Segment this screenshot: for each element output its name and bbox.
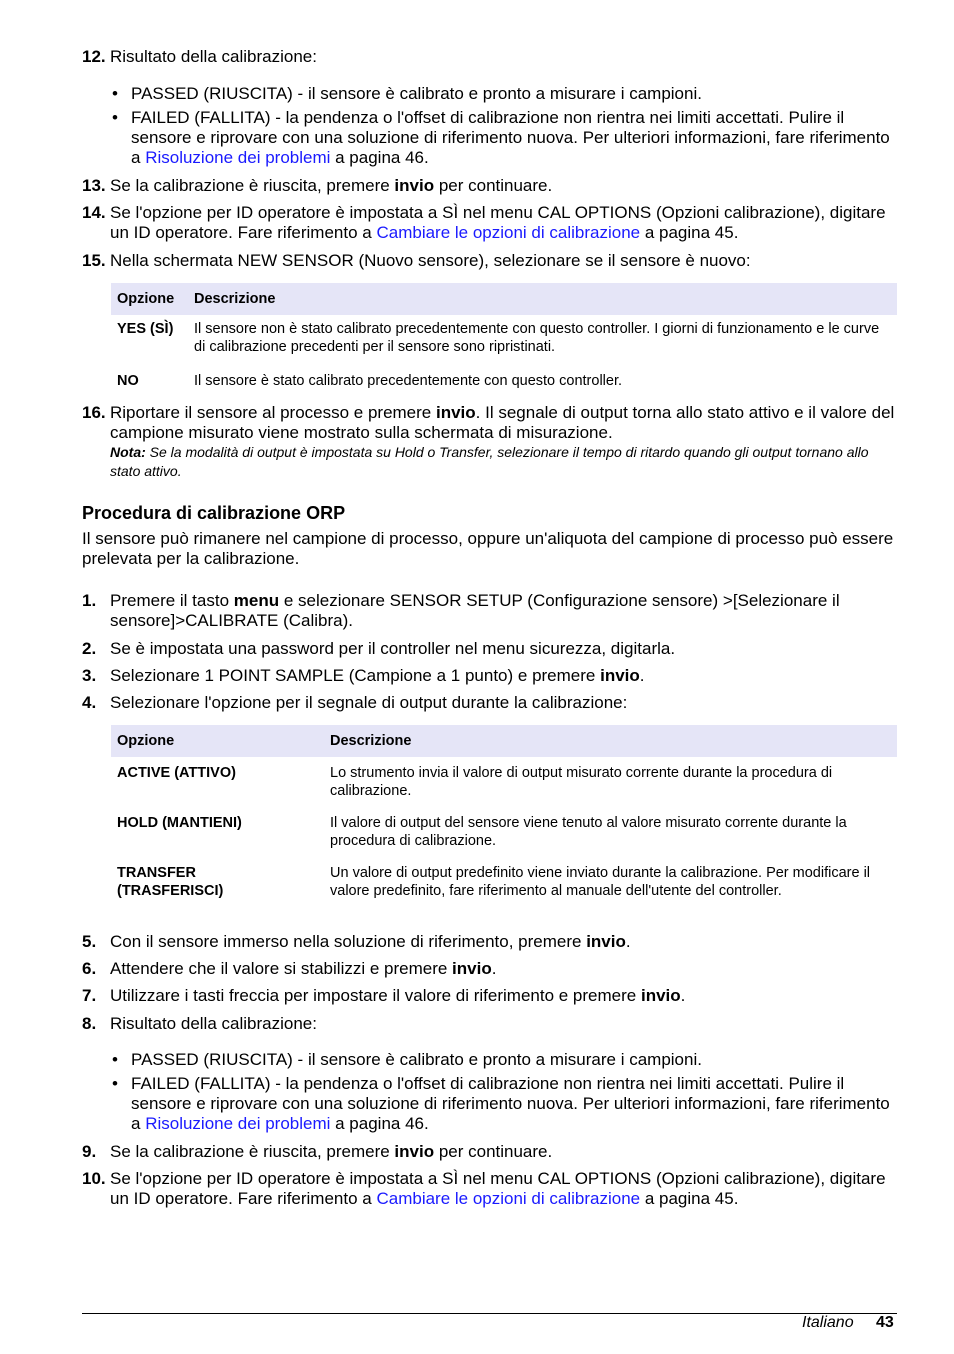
- column-header-option: Opzione: [117, 733, 175, 749]
- step-number: 8.: [82, 1014, 97, 1033]
- step-text: Se la calibrazione è riuscita, premere invio per continuare.: [110, 1142, 553, 1161]
- step-text: Se l'opzione per ID operatore è impostata a SÌ nel menu CAL OPTIONS (Opzioni calibrazione), digitare un ID operatore. Fare riferimento a Cambiare le opzioni di calibrazione a pagina 45.: [110, 1169, 886, 1208]
- step-number: 1.: [82, 591, 97, 610]
- bullet-icon: •: [112, 1074, 118, 1093]
- table-cell-description: Il sensore è stato calibrato precedentemente con questo controller.: [194, 373, 623, 389]
- step-text: Risultato della calibrazione:: [110, 47, 317, 66]
- bullet-icon: •: [112, 1050, 118, 1069]
- step-text: Risultato della calibrazione:: [110, 1014, 317, 1033]
- bullet-text: FAILED (FALLITA) - la pendenza o l'offset di calibrazione non rientra nei limiti accettati. Pulire il sensore e riprovare con una soluzione di riferimento nuova. Per ulteriori informazioni, fare riferimento a Risoluzione dei problemi a pagina 46.: [131, 1074, 890, 1133]
- column-header-description: Descrizione: [330, 733, 412, 749]
- step-text: Se è impostata una password per il controller nel menu sicurezza, digitarla.: [110, 639, 676, 658]
- section-heading: Procedura di calibrazione ORP: [82, 503, 346, 523]
- table-cell-option: TRANSFER (TRASFERISCI): [117, 865, 224, 899]
- bullet-icon: •: [112, 108, 118, 127]
- table-header: [111, 725, 897, 757]
- step-number: 16.: [82, 403, 106, 422]
- table-cell-description: Il valore di output del sensore viene tenuto al valore misurato corrente durante la procedura di calibrazione.: [330, 815, 847, 849]
- intro-paragraph: Il sensore può rimanere nel campione di processo, oppure un'aliquota del campione di processo può essere prelevata per la calibrazione.: [82, 529, 894, 568]
- footer-language: Italiano: [802, 1314, 854, 1331]
- step-number: 2.: [82, 639, 97, 658]
- table-cell-option: ACTIVE (ATTIVO): [117, 765, 236, 781]
- step-text: Se l'opzione per ID operatore è impostata a SÌ nel menu CAL OPTIONS (Opzioni calibrazione), digitare un ID operatore. Fare riferimento a Cambiare le opzioni di calibrazione a pagina 45.: [110, 203, 886, 242]
- step-text: Selezionare 1 POINT SAMPLE (Campione a 1 punto) e premere invio.: [110, 666, 645, 685]
- step-text: Premere il tasto menu e selezionare SENSOR SETUP (Configurazione sensore) >[Selezionare il sensore]>CALIBRATE (Calibra).: [110, 591, 840, 630]
- step-text: Se la calibrazione è riuscita, premere invio per continuare.: [110, 176, 553, 195]
- step-number: 5.: [82, 932, 97, 951]
- table-cell-description: Il sensore non è stato calibrato precedentemente con questo controller. I giorni di funzionamento e le curve di calibrazione precedenti per il sensore sono ripristinati.: [194, 321, 880, 355]
- step-text: Selezionare l'opzione per il segnale di output durante la calibrazione:: [110, 693, 628, 712]
- step-number: 4.: [82, 693, 97, 712]
- step-number: 6.: [82, 959, 97, 978]
- step-number: 14.: [82, 203, 106, 222]
- step-text: Utilizzare i tasti freccia per impostare il valore di riferimento e premere invio.: [110, 986, 686, 1005]
- table-cell-description: Un valore di output predefinito viene inviato durante la calibrazione. Per modificare il valore predefinito, fare riferimento al manuale dell'utente del controller.: [330, 865, 871, 899]
- bullet-text: PASSED (RIUSCITA) - il sensore è calibrato e pronto a misurare i campioni.: [131, 1050, 702, 1069]
- step-text: Attendere che il valore si stabilizzi e premere invio.: [110, 959, 497, 978]
- step-number: 13.: [82, 176, 106, 195]
- page-number: 43: [876, 1314, 894, 1331]
- table-cell-option: YES (SÌ): [117, 321, 174, 337]
- link-calibration-options[interactable]: Cambiare le opzioni di calibrazione: [376, 223, 641, 242]
- link-calibration-options[interactable]: Cambiare le opzioni di calibrazione: [376, 1189, 641, 1208]
- step-number: 12.: [82, 47, 106, 66]
- step-number: 9.: [82, 1142, 97, 1161]
- bullet-text: PASSED (RIUSCITA) - il sensore è calibrato e pronto a misurare i campioni.: [131, 84, 702, 103]
- step-text: Riportare il sensore al processo e premere invio. Il segnale di output torna allo stato attivo e il valore del campione misurato viene mostrato sulla schermata di misurazione.: [110, 403, 895, 442]
- bullet-text: FAILED (FALLITA) - la pendenza o l'offset di calibrazione non rientra nei limiti accettati. Pulire il sensore e riprovare con una soluzione di riferimento nuova. Per ulteriori informazioni, fare riferimento a Risoluzione dei problemi a pagina 46.: [131, 108, 890, 167]
- step-number: 10.: [82, 1169, 106, 1188]
- table-cell-option: HOLD (MANTIENI): [117, 815, 242, 831]
- link-troubleshooting[interactable]: Risoluzione dei problemi: [145, 1114, 331, 1133]
- step-text: Nella schermata NEW SENSOR (Nuovo sensore), selezionare se il sensore è nuovo:: [110, 251, 751, 270]
- step-text: Con il sensore immerso nella soluzione di riferimento, premere invio.: [110, 932, 631, 951]
- table-cell-option: NO: [117, 373, 139, 389]
- column-header-option: Opzione: [117, 291, 175, 307]
- step-number: 3.: [82, 666, 97, 685]
- bullet-icon: •: [112, 84, 118, 103]
- note: Nota: Se la modalità di output è impostata su Hold o Transfer, selezionare il tempo di ritardo quando gli output tornano allo stato attivo.: [110, 444, 869, 479]
- column-header-description: Descrizione: [194, 291, 276, 307]
- footer-divider: [82, 1313, 897, 1314]
- step-number: 15.: [82, 251, 106, 270]
- table-cell-description: Lo strumento invia il valore di output misurato corrente durante la procedura di calibrazione.: [330, 765, 833, 799]
- link-troubleshooting[interactable]: Risoluzione dei problemi: [145, 148, 331, 167]
- step-number: 7.: [82, 986, 97, 1005]
